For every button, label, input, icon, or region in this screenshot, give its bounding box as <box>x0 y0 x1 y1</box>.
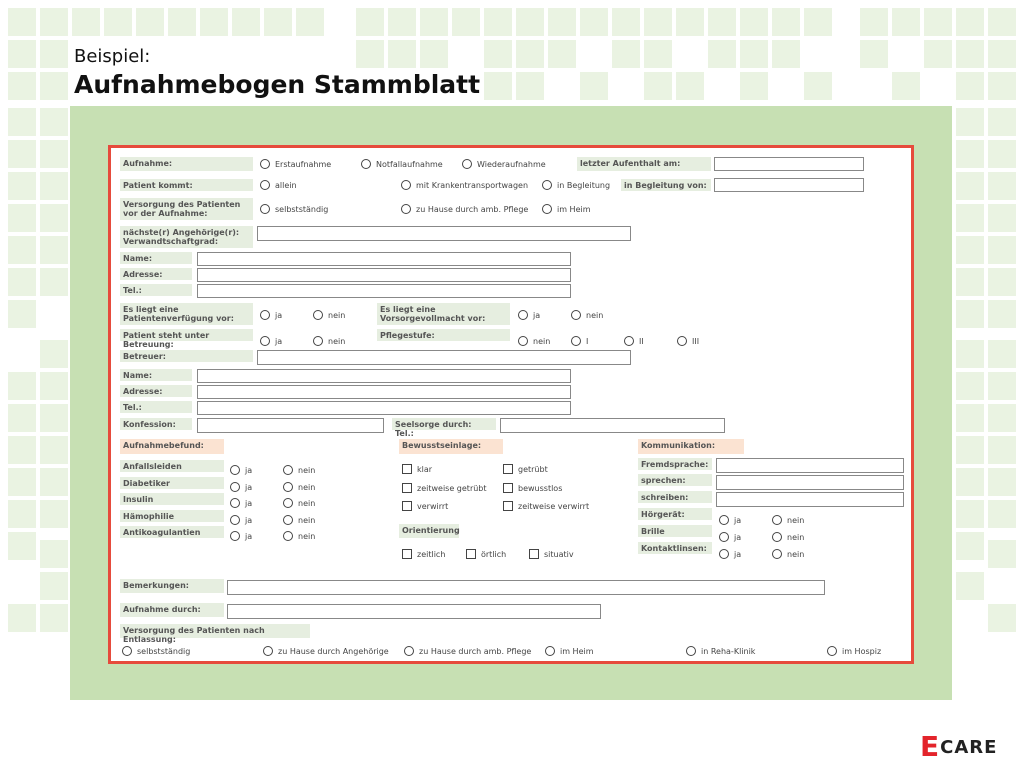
checkbox-icon[interactable] <box>402 501 412 511</box>
vorsorgevollmacht-ja[interactable]: ja <box>518 310 540 320</box>
contact2-adresse-label: Adresse: <box>120 385 192 397</box>
versorgung-vor-selbst[interactable]: selbstständig <box>260 204 328 214</box>
kontaktlinsen-nein[interactable]: nein <box>772 549 804 559</box>
betreuung-nein[interactable]: nein <box>313 336 345 346</box>
orientierung-zeitlich[interactable]: zeitlich <box>402 549 445 559</box>
aufnahme-durch-input[interactable] <box>227 604 601 619</box>
pflegestufe-1[interactable]: I <box>571 336 588 346</box>
patient-kommt-begleitung[interactable]: in Begleitung <box>542 180 610 190</box>
befund-ja[interactable]: ja <box>230 482 252 492</box>
radio-icon[interactable] <box>260 336 270 346</box>
radio-icon[interactable] <box>230 482 240 492</box>
radio-icon[interactable] <box>518 310 528 320</box>
befund-item-label: Hämophilie <box>120 510 224 522</box>
radio-icon[interactable] <box>230 498 240 508</box>
radio-icon[interactable] <box>260 159 270 169</box>
patientenverfuegung-nein[interactable]: nein <box>313 310 345 320</box>
radio-icon[interactable] <box>571 336 581 346</box>
patientenverfuegung-label: Es liegt eine Patientenverfügung vor: <box>120 303 253 325</box>
radio-icon[interactable] <box>122 646 132 656</box>
checkbox-icon[interactable] <box>402 464 412 474</box>
orientierung-oertlich[interactable]: örtlich <box>466 549 506 559</box>
sprechen-input[interactable] <box>716 475 904 490</box>
checkbox-icon[interactable] <box>466 549 476 559</box>
befund-ja[interactable]: ja <box>230 531 252 541</box>
checkbox-icon[interactable] <box>503 464 513 474</box>
kommunikation-field-label: sprechen: <box>638 474 712 486</box>
befund-item-label: Antikoagulantien <box>120 526 224 538</box>
versorgung-vor-label: Versorgung des Patienten vor der Aufnahme: <box>120 198 253 220</box>
patient-kommt-ktw[interactable]: mit Krankentransportwagen <box>401 180 528 190</box>
patientenverfuegung-ja[interactable]: ja <box>260 310 282 320</box>
pflegestufe-3[interactable]: III <box>677 336 699 346</box>
pflegestufe-2[interactable]: II <box>624 336 644 346</box>
versorgung-nach-hospiz[interactable]: im Hospiz <box>827 646 881 656</box>
bewusstsein-bewusstlos[interactable]: bewusstlos <box>503 483 562 493</box>
checkbox-icon[interactable] <box>503 501 513 511</box>
angehoerige-label: nächste(r) Angehörige(r): Verwandtschaftgrad: <box>120 226 253 248</box>
radio-icon[interactable] <box>686 646 696 656</box>
betreuer-label: Betreuer: <box>120 350 253 362</box>
bewusstsein-verwirrt[interactable]: verwirrt <box>402 501 448 511</box>
contact1-adresse-input[interactable] <box>197 268 571 282</box>
slide-subtitle: Beispiel: <box>74 46 151 67</box>
brille-ja[interactable]: ja <box>719 532 741 542</box>
seelsorge-label: Seelsorge durch: Tel.: <box>392 418 496 430</box>
betreuung-ja[interactable]: ja <box>260 336 282 346</box>
pflegestufe-nein[interactable]: nein <box>518 336 550 346</box>
radio-icon[interactable] <box>283 482 293 492</box>
versorgung-nach-amb[interactable]: zu Hause durch amb. Pflege <box>404 646 531 656</box>
letzter-aufenthalt-label: letzter Aufenthalt am: <box>577 157 711 171</box>
contact2-adresse-input[interactable] <box>197 385 571 399</box>
radio-icon[interactable] <box>542 204 552 214</box>
checkbox-icon[interactable] <box>529 549 539 559</box>
letzter-aufenthalt-input[interactable] <box>714 157 864 171</box>
befund-nein[interactable]: nein <box>283 465 315 475</box>
bewusstseinslage-label: Bewusstseinlage: <box>399 439 503 454</box>
contact2-name-input[interactable] <box>197 369 571 383</box>
radio-icon[interactable] <box>719 549 729 559</box>
vorsorgevollmacht-nein[interactable]: nein <box>571 310 603 320</box>
befund-ja[interactable]: ja <box>230 465 252 475</box>
contact1-tel-input[interactable] <box>197 284 571 298</box>
radio-icon[interactable] <box>571 310 581 320</box>
radio-icon[interactable] <box>542 180 552 190</box>
logo-e: E <box>920 730 940 763</box>
radio-icon[interactable] <box>462 159 472 169</box>
patient-kommt-label: Patient kommt: <box>120 179 253 191</box>
brille-nein[interactable]: nein <box>772 532 804 542</box>
radio-icon[interactable] <box>404 646 414 656</box>
radio-icon[interactable] <box>401 180 411 190</box>
kommunikation-item-label: Hörgerät: <box>638 508 712 520</box>
betreuung-label: Patient steht unter Betreuung: <box>120 329 253 341</box>
radio-icon[interactable] <box>677 336 687 346</box>
pflegestufe-label: Pflegestufe: <box>377 329 510 341</box>
befund-ja[interactable]: ja <box>230 515 252 525</box>
admission-form <box>108 145 914 664</box>
fremdsprache-input[interactable] <box>716 458 904 473</box>
hoergeraet-ja[interactable]: ja <box>719 515 741 525</box>
versorgung-vor-amb[interactable]: zu Hause durch amb. Pflege <box>401 204 528 214</box>
schreiben-input[interactable] <box>716 492 904 507</box>
radio-icon[interactable] <box>283 465 293 475</box>
checkbox-icon[interactable] <box>402 483 412 493</box>
seelsorge-input[interactable] <box>500 418 725 433</box>
radio-icon[interactable] <box>283 498 293 508</box>
patient-kommt-allein[interactable]: allein <box>260 180 297 190</box>
contact1-name-label: Name: <box>120 252 192 264</box>
versorgung-vor-heim[interactable]: im Heim <box>542 204 591 214</box>
hoergeraet-nein[interactable]: nein <box>772 515 804 525</box>
radio-icon[interactable] <box>624 336 634 346</box>
logo-text: CARE <box>940 736 998 758</box>
orientierung-label: Orientierung <box>399 524 459 538</box>
radio-icon[interactable] <box>401 204 411 214</box>
aufnahme-label: Aufnahme: <box>120 157 253 171</box>
radio-icon[interactable] <box>263 646 273 656</box>
radio-icon[interactable] <box>230 531 240 541</box>
in-begleitung-von-label: in Begleitung von: <box>621 179 711 191</box>
radio-icon[interactable] <box>772 532 782 542</box>
radio-icon[interactable] <box>827 646 837 656</box>
betreuer-input[interactable] <box>257 350 631 365</box>
befund-item-label: Anfallsleiden <box>120 460 224 472</box>
kommunikation-field-label: schreiben: <box>638 491 712 503</box>
bemerkungen-input[interactable] <box>227 580 825 595</box>
kommunikation-field-label: Fremdsprache: <box>638 458 712 470</box>
radio-icon[interactable] <box>283 515 293 525</box>
slide-title: Aufnahmebogen Stammblatt <box>74 70 481 99</box>
contact2-name-label: Name: <box>120 369 192 381</box>
kommunikation-label: Kommunikation: <box>638 439 744 454</box>
versorgung-nach-heim[interactable]: im Heim <box>545 646 594 656</box>
radio-icon[interactable] <box>361 159 371 169</box>
contact2-tel-input[interactable] <box>197 401 571 415</box>
radio-icon[interactable] <box>545 646 555 656</box>
contact1-tel-label: Tel.: <box>120 284 192 296</box>
kommunikation-item-label: Kontaktlinsen: <box>638 542 712 554</box>
befund-nein[interactable]: nein <box>283 515 315 525</box>
bewusstsein-zeitweise-getruebt[interactable]: zeitweise getrübt <box>402 483 487 493</box>
versorgung-nach-label: Versorgung des Patienten nach Entlassung: <box>120 624 310 638</box>
aufnahme-option-wieder[interactable]: Wiederaufnahme <box>462 159 546 169</box>
in-begleitung-von-input[interactable] <box>714 178 864 192</box>
slide-heading <box>74 46 480 99</box>
radio-icon[interactable] <box>230 465 240 475</box>
kommunikation-item-label: Brille <box>638 525 712 537</box>
radio-icon[interactable] <box>283 531 293 541</box>
contact1-name-input[interactable] <box>197 252 571 266</box>
radio-icon[interactable] <box>772 549 782 559</box>
aufnahme-option-notfall[interactable]: Notfallaufnahme <box>361 159 443 169</box>
contact2-tel-label: Tel.: <box>120 401 192 413</box>
befund-nein[interactable]: nein <box>283 498 315 508</box>
aufnahme-option-erst[interactable]: Erstaufnahme <box>260 159 331 169</box>
radio-icon[interactable] <box>313 336 323 346</box>
kontaktlinsen-ja[interactable]: ja <box>719 549 741 559</box>
radio-icon[interactable] <box>719 532 729 542</box>
radio-icon[interactable] <box>230 515 240 525</box>
befund-ja[interactable]: ja <box>230 498 252 508</box>
befund-nein[interactable]: nein <box>283 482 315 492</box>
radio-icon[interactable] <box>313 310 323 320</box>
aufnahme-durch-label: Aufnahme durch: <box>120 603 224 617</box>
befund-nein[interactable]: nein <box>283 531 315 541</box>
konfession-label: Konfession: <box>120 418 192 430</box>
contact1-adresse-label: Adresse: <box>120 268 192 280</box>
bewusstsein-getruebt[interactable]: getrübt <box>503 464 548 474</box>
versorgung-nach-reha[interactable]: in Reha-Klinik <box>686 646 755 656</box>
befund-item-label: Diabetiker <box>120 477 224 489</box>
radio-icon[interactable] <box>719 515 729 525</box>
versorgung-nach-selbst[interactable]: selbstständig <box>122 646 190 656</box>
angehoerige-input[interactable] <box>257 226 631 241</box>
orientierung-situativ[interactable]: situativ <box>529 549 574 559</box>
ecare-logo <box>920 730 998 763</box>
radio-icon[interactable] <box>260 310 270 320</box>
radio-icon[interactable] <box>260 204 270 214</box>
vorsorgevollmacht-label: Es liegt eine Vorsorgevollmacht vor: <box>377 303 510 325</box>
bemerkungen-label: Bemerkungen: <box>120 579 224 593</box>
radio-icon[interactable] <box>260 180 270 190</box>
checkbox-icon[interactable] <box>402 549 412 559</box>
befund-item-label: Insulin <box>120 493 224 505</box>
versorgung-nach-angehoerige[interactable]: zu Hause durch Angehörige <box>263 646 389 656</box>
bewusstsein-zeitweise-verwirrt[interactable]: zeitweise verwirrt <box>503 501 589 511</box>
radio-icon[interactable] <box>518 336 528 346</box>
checkbox-icon[interactable] <box>503 483 513 493</box>
aufnahmebefund-label: Aufnahmebefund: <box>120 439 224 454</box>
konfession-input[interactable] <box>197 418 384 433</box>
bewusstsein-klar[interactable]: klar <box>402 464 432 474</box>
radio-icon[interactable] <box>772 515 782 525</box>
